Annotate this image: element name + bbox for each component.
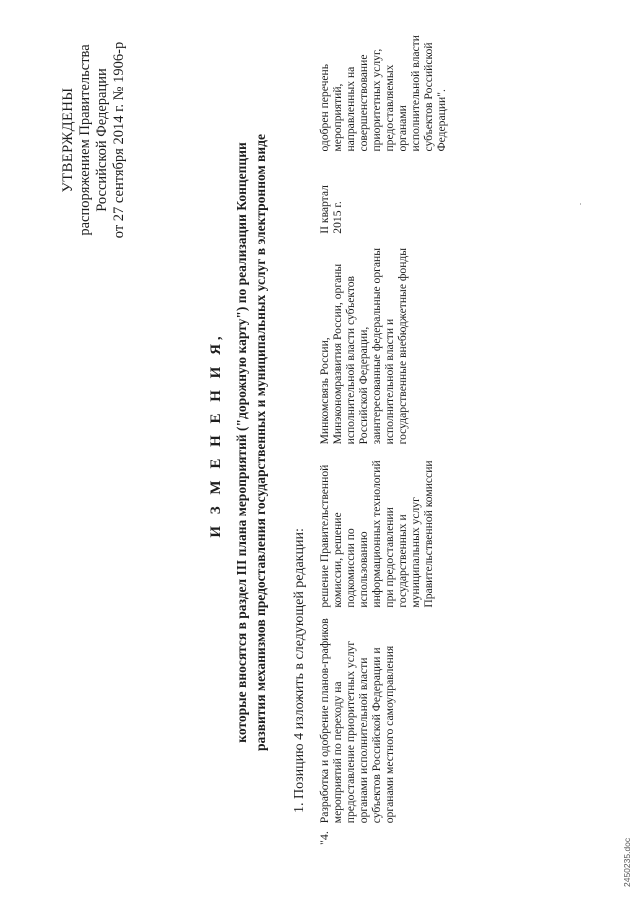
row-activity: Разработка и одобрение планов-графиков мероприятий по переходу на предоставление приоритетных услуг органами исполнительной власти субъектов Российской Федерации и органами местного самоуправления <box>318 618 396 824</box>
row-deadline: II квартал 2015 г. <box>318 185 344 234</box>
approval-stamp <box>60 9 128 271</box>
row-executors: Минкомсвязь России, Минэкономразвития России, органы исполнительной власти субъектов Российской Федерации, заинтересованные федеральные органы исполнительной власти и государственные внебюджетные фонды <box>318 247 409 445</box>
subtitle-line-2: развития механизмов предоставления государственных и муниципальных услуг в электронном виде <box>253 134 268 751</box>
approval-line-1: распоряжением Правительства <box>77 44 93 236</box>
approval-heading: УТВЕРЖДЕНЫ <box>60 87 76 193</box>
document-id: 2450235.doc <box>622 837 632 887</box>
subtitle-line-1: которые вносятся в раздел III плана мероприятий ("дорожную карту") по реализации Концепции <box>234 142 249 743</box>
document-subtitle <box>232 20 270 865</box>
row-document: решение Правительственной комиссии, решение подкомиссии по использованию информационных технологий при предоставлении государственных и муниципальных услуг Правительственной комиссии <box>318 460 435 608</box>
document-title: И З М Е Н Е Н И Я, <box>208 332 224 538</box>
scan-speck <box>580 203 581 205</box>
approval-line-2: Российской Федерации <box>94 68 110 212</box>
item-intro: 1. Позицию 4 изложить в следующей редакции: <box>292 528 307 813</box>
row-number: "4. <box>317 831 331 845</box>
row-result: одобрен перечень мероприятий, направленных на совершенствование приоритетных услуг, предоставляемых органами исполнительной власти субъектов Российской Федерации". <box>318 35 448 152</box>
table-row <box>318 15 448 845</box>
approval-line-3: от 27 сентября 2014 г. № 1906-р <box>111 41 127 239</box>
